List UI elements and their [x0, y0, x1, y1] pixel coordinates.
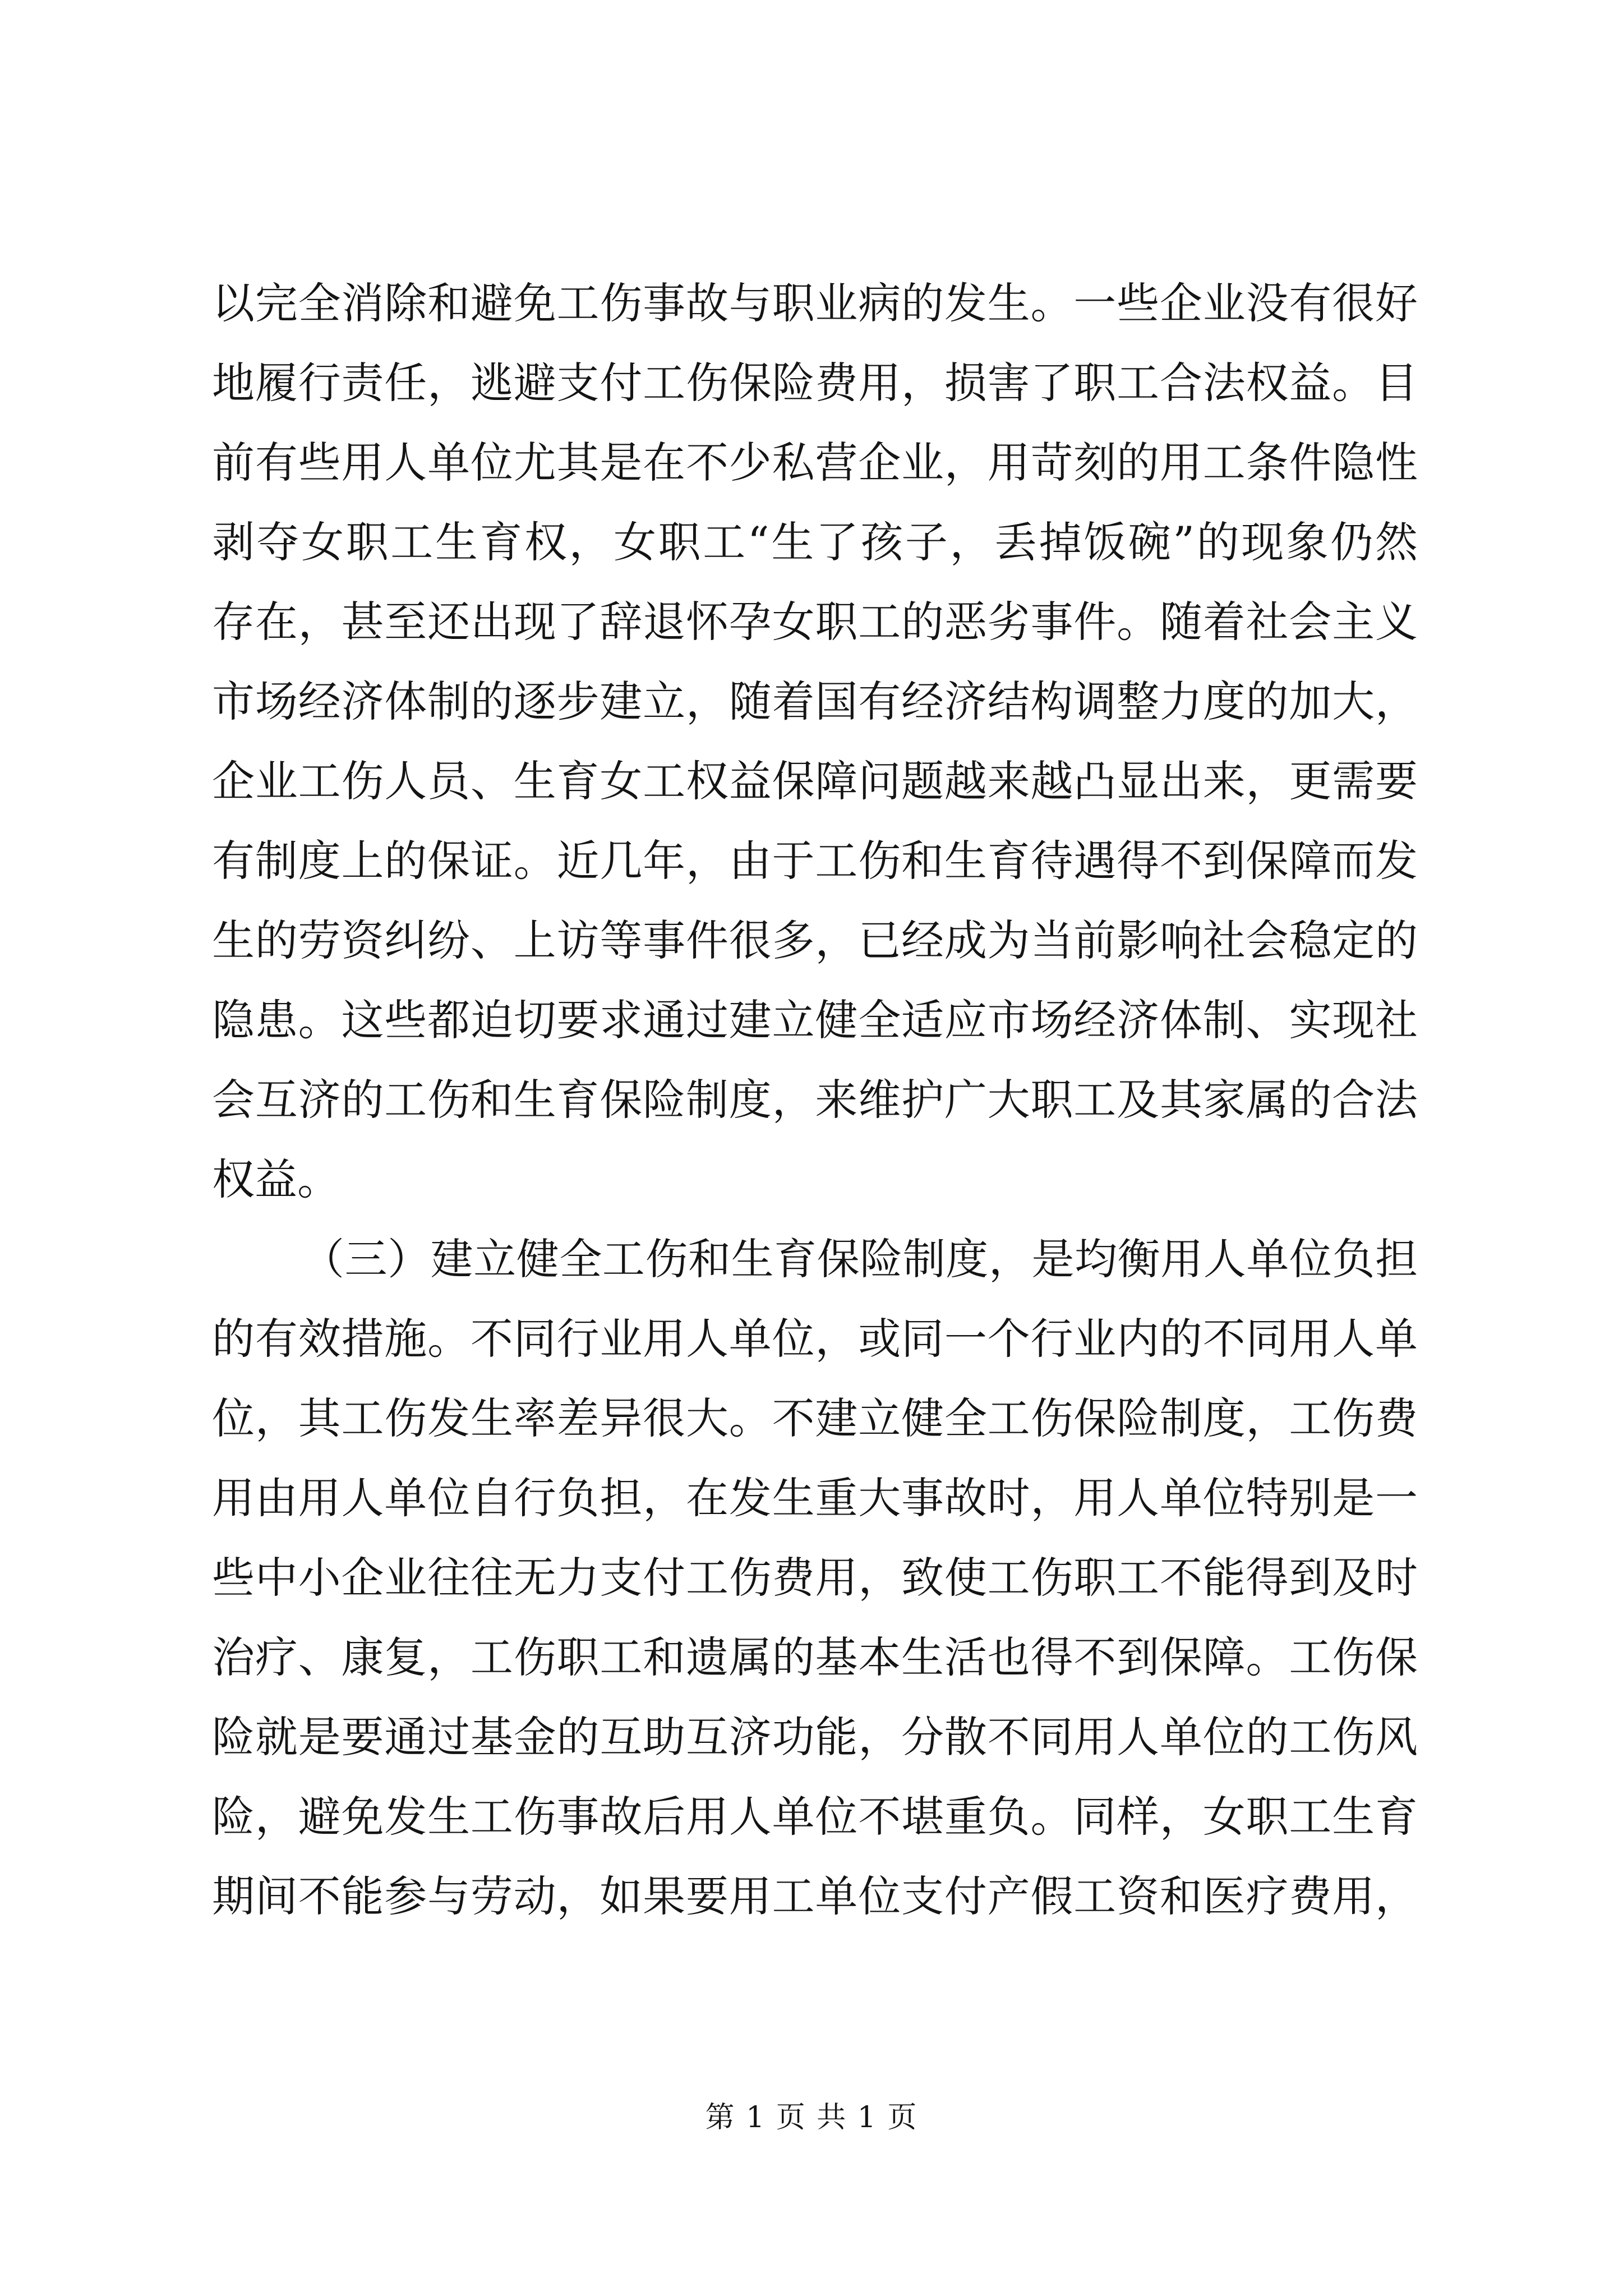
- text-line: 前有些用人单位尤其是在不少私营企业，用苛刻的用工条件隐性: [212, 438, 1418, 487]
- page-footer: [0, 2095, 1623, 2140]
- text-line: 企业工伤人员、生育女工权益保障问题越来越凸显出来，更需要: [212, 756, 1418, 806]
- text-line: 市场经济体制的逐步建立，随着国有经济结构调整力度的加大，: [212, 677, 1418, 726]
- document-body: [212, 264, 1418, 1936]
- text-line: 治疗、康复，工伤职工和遗属的基本生活也得不到保障。工伤保: [212, 1632, 1418, 1682]
- text-line: 的有效措施。不同行业用人单位，或同一个行业内的不同用人单: [212, 1314, 1418, 1364]
- text-line: 存在，甚至还出现了辞退怀孕女职工的恶劣事件。随着社会主义: [212, 597, 1418, 647]
- page-number: 第 1 页 共 1 页: [705, 2101, 918, 2134]
- text-line: 位，其工伤发生率差异很大。不建立健全工伤保险制度，工伤费: [212, 1393, 1418, 1443]
- text-line: 期间不能参与劳动，如果要用工单位支付产假工资和医疗费用，: [212, 1871, 1418, 1921]
- text-line: 剥夺女职工生育权，女职工“生了孩子，丢掉饭碗”的现象仍然: [212, 517, 1418, 567]
- text-line: 用由用人单位自行负担，在发生重大事故时，用人单位特别是一: [212, 1473, 1418, 1523]
- paragraph-end-line: 权益。: [212, 1154, 340, 1204]
- text-line: 险，避免发生工伤事故后用人单位不堪重负。同样，女职工生育: [212, 1792, 1418, 1842]
- text-line: 隐患。这些都迫切要求通过建立健全适应市场经济体制、实现社: [212, 995, 1418, 1045]
- text-line: 生的劳资纠纷、上访等事件很多，已经成为当前影响社会稳定的: [212, 915, 1418, 965]
- text-line: 些中小企业往往无力支付工伤费用，致使工伤职工不能得到及时: [212, 1553, 1418, 1603]
- text-line: 地履行责任，逃避支付工伤保险费用，损害了职工合法权益。目: [212, 358, 1418, 408]
- text-line: 有制度上的保证。近几年，由于工伤和生育待遇得不到保障而发: [212, 836, 1418, 886]
- text-line: 以完全消除和避免工伤事故与职业病的发生。一些企业没有很好: [212, 278, 1418, 328]
- text-line: 险就是要通过基金的互助互济功能，分散不同用人单位的工伤风: [212, 1712, 1418, 1762]
- text-line: 会互济的工伤和生育保险制度，来维护广大职工及其家属的合法: [212, 1075, 1418, 1125]
- paragraph-start-line: （三）建立健全工伤和生育保险制度，是均衡用人单位负担: [302, 1234, 1418, 1284]
